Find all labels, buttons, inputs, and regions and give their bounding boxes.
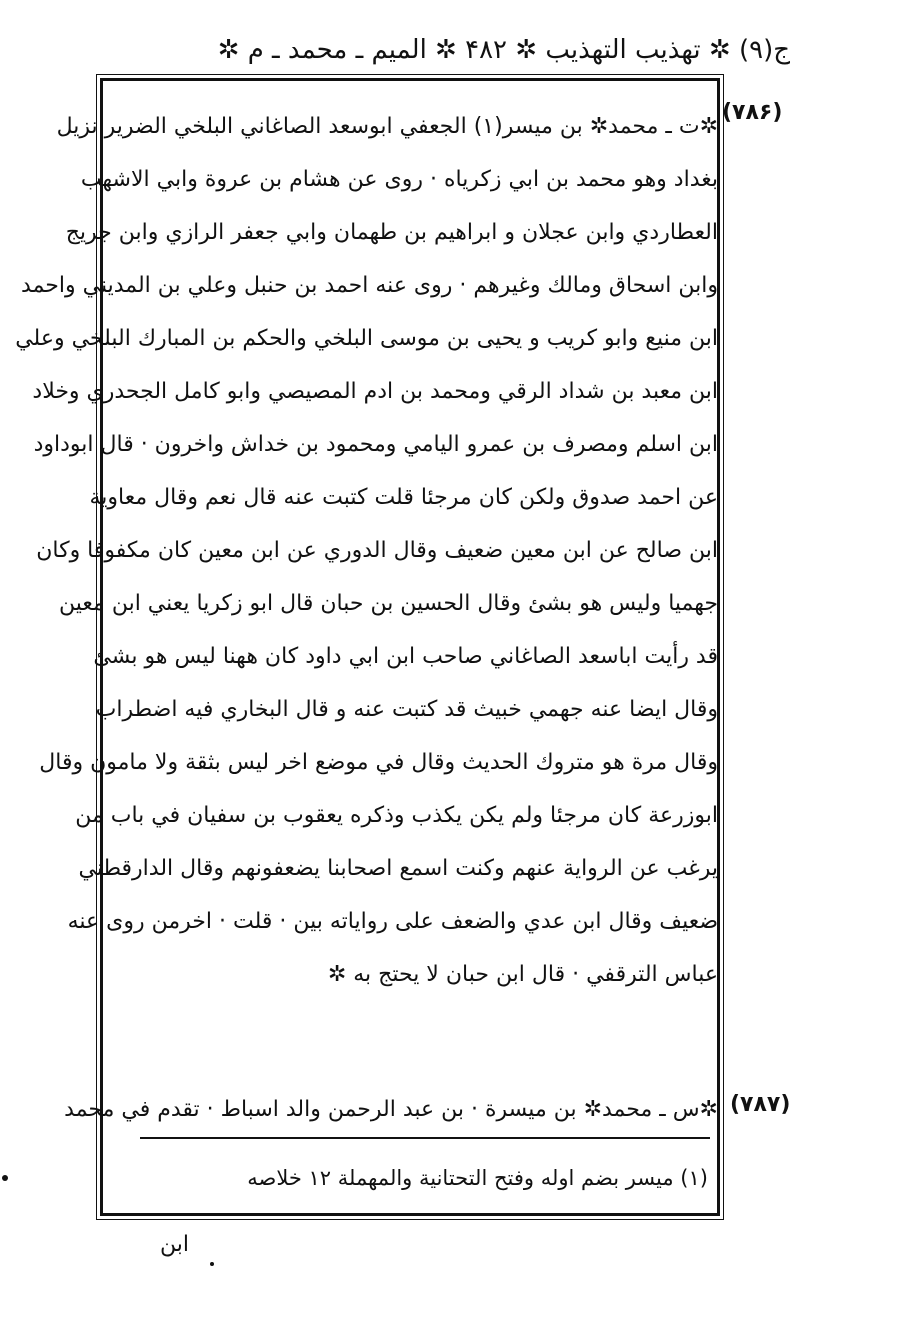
text-line: ابن اسلم ومصرف بن عمرو اليامي ومحمود بن خداش واخرون · قال ابوداود <box>33 432 718 457</box>
running-header: ج(۹) ✲ تهذیب التهذیب ✲ ۴۸۲ ✲ المیم ـ محمد ـ م ✲ <box>217 35 790 65</box>
margin-mark <box>210 1262 214 1266</box>
text-line: ابن معبد بن شداد الرقي ومحمد بن ادم المصيصي وابو كامل الجحدري وخلاد <box>32 379 718 404</box>
entry-number-786: (۷۸۶) <box>722 100 783 125</box>
margin-mark <box>2 1175 8 1181</box>
text-line: ابوزرعة كان مرجئا ولم يكن يكذب وذكره يعقوب بن سفيان في باب من <box>75 803 718 828</box>
entry-786-text <box>15 100 718 1001</box>
text-line: ابن صالح عن ابن معين ضعيف وقال الدوري عن ابن معين كان مكفوفا وكان <box>36 538 718 563</box>
text-line: ✲ت ـ محمد✲ بن میسر(۱) الجعفي ابوسعد الصاغاني البلخي الضرير نزيل <box>56 114 718 139</box>
entry-number-787: (۷۸۷) <box>730 1092 791 1117</box>
footnote: (۱) ميسر بضم اوله وفتح التحتانية والمهملة ۱۲ خلاصه <box>247 1166 708 1190</box>
text-line: جهميا وليس هو بشئ وقال الحسين بن حبان قال ابو زكريا يعني ابن معين <box>59 591 718 616</box>
text-line: ضعيف وقال ابن عدي والضعف على رواياته بين · قلت · اخرمن روى عنه <box>67 909 718 934</box>
text-line: وقال مرة هو متروك الحديث وقال في موضع اخر ليس بثقة ولا مامون وقال <box>39 750 718 775</box>
text-line: ابن منيع وابو كريب و يحيى بن موسى البلخي والحكم بن المبارك البلخي وعلي <box>15 326 718 351</box>
footnote-divider <box>140 1137 710 1139</box>
text-line: يرغب عن الرواية عنهم وكنت اسمع اصحابنا يضعفونهم وقال الدارقطني <box>78 856 718 881</box>
text-line-last: عباس الترقفي · قال ابن حبان لا يحتج به ✲ <box>327 962 718 987</box>
text-line: العطاردي وابن عجلان و ابراهيم بن طهمان وابي جعفر الرازي وابن جريج <box>65 220 718 245</box>
text-line: بغداد وهو محمد بن ابي زكرياه · روى عن هشام بن عروة وابي الاشهب <box>80 167 718 192</box>
catchword: ابن <box>160 1232 189 1257</box>
text-line: وقال ايضا عنه جهمي خبيث قد كتبت عنه و قال البخاري فيه اضطراب <box>95 697 718 722</box>
text-line: وابن اسحاق ومالك وغيرهم · روى عنه احمد بن حنبل وعلي بن المديني واحمد <box>21 273 718 298</box>
text-line: عن احمد صدوق ولكن كان مرجئا قلت كتبت عنه قال نعم وقال معاوية <box>89 485 718 510</box>
entry-787-text: ✲س ـ محمد✲ بن ميسرة · بن عبد الرحمن والد اسباط · تقدم في محمد <box>64 1097 718 1122</box>
text-line: قد رأيت اباسعد الصاغاني صاحب ابن ابي داود كان ههنا ليس هو بشئ <box>93 644 718 669</box>
